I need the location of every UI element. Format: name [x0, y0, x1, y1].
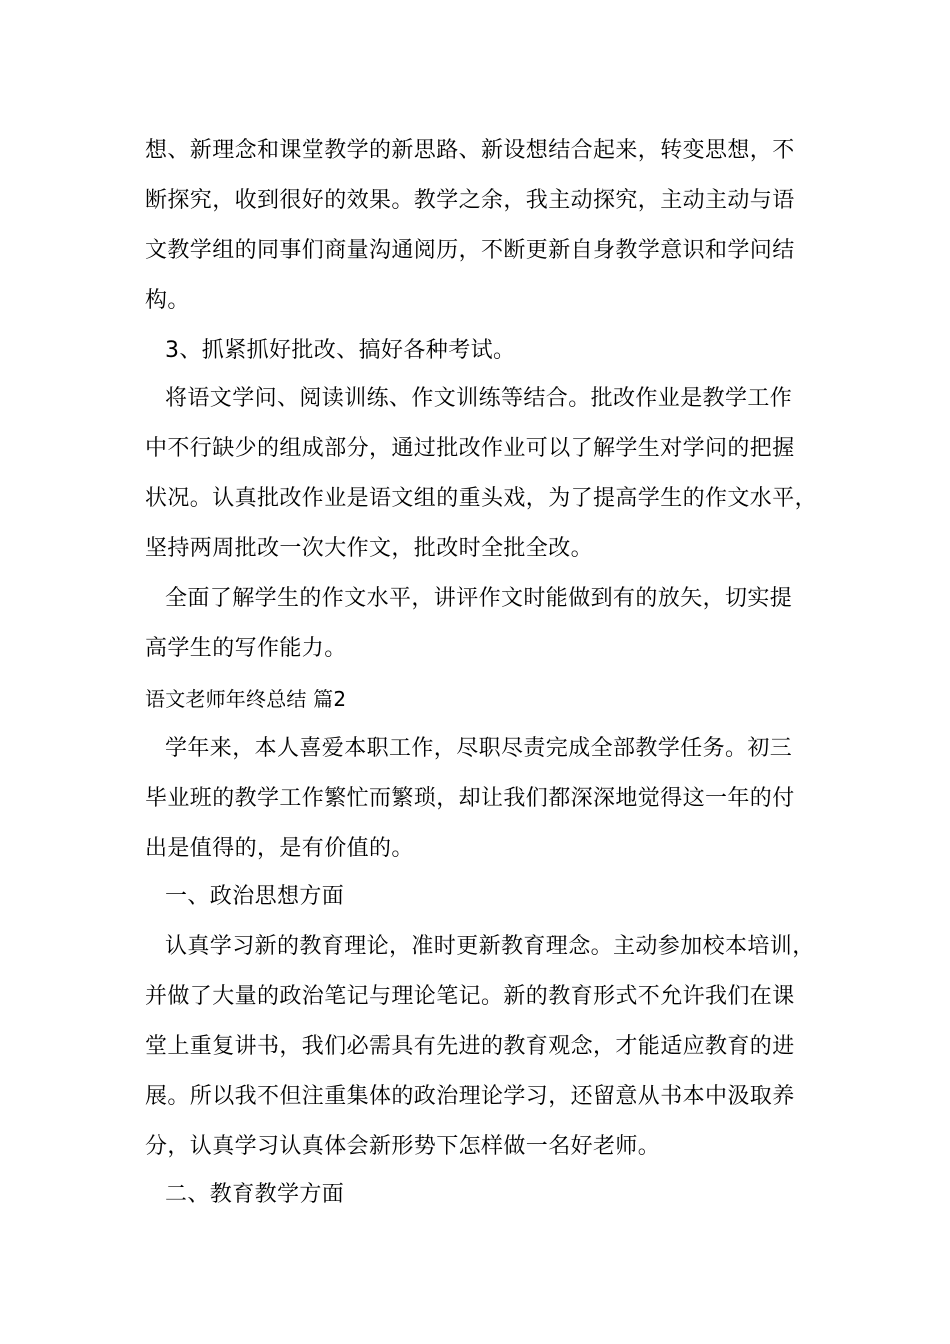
- section-heading: 一、政治思想方面: [165, 884, 345, 909]
- text-line: 想、新理念和课堂教学的新思路、新设想结合起来，转变思想，不: [145, 138, 795, 163]
- section-subheading: 3、抓紧抓好批改、搞好各种考试。: [165, 338, 516, 363]
- text-line: 高学生的写作能力。: [145, 636, 347, 661]
- text-line: 坚持两周批改一次大作文，批改时全批全改。: [145, 536, 594, 561]
- article-title: 语文老师年终总结 篇2: [145, 687, 347, 711]
- text-line: 中不行缺少的组成部分，通过批改作业可以了解学生对学问的把握: [145, 436, 795, 461]
- text-line: 堂上重复讲书，我们必需具有先进的教育观念，才能适应教育的进: [145, 1034, 795, 1059]
- text-line: 分，认真学习认真体会新形势下怎样做一名好老师。: [145, 1134, 661, 1159]
- text-line: 文教学组的同事们商量沟通阅历，不断更新自身教学意识和学问结: [145, 238, 795, 263]
- text-line: 全面了解学生的作文水平，讲评作文时能做到有的放矢，切实提: [165, 586, 793, 611]
- text-line: 状况。认真批改作业是语文组的重头戏，为了提高学生的作文水平，: [145, 486, 818, 511]
- section-heading: 二、教育教学方面: [165, 1182, 345, 1207]
- text-line: 学年来，本人喜爱本职工作，尽职尽责完成全部教学任务。初三: [165, 736, 793, 761]
- text-line: 出是值得的，是有价值的。: [145, 836, 414, 861]
- text-line: 毕业班的教学工作繁忙而繁琐，却让我们都深深地觉得这一年的付: [145, 786, 795, 811]
- text-line: 构。: [145, 288, 190, 313]
- text-line: 将语文学问、阅读训练、作文训练等结合。批改作业是教学工作: [165, 386, 793, 411]
- text-line: 断探究，收到很好的效果。教学之余，我主动探究，主动主动与语: [145, 188, 795, 213]
- text-line: 并做了大量的政治笔记与理论笔记。新的教育形式不允许我们在课: [145, 984, 795, 1009]
- text-line: 展。所以我不但注重集体的政治理论学习，还留意从书本中汲取养: [145, 1084, 795, 1109]
- text-line: 认真学习新的教育理论，准时更新教育理念。主动参加校本培训，: [165, 934, 815, 959]
